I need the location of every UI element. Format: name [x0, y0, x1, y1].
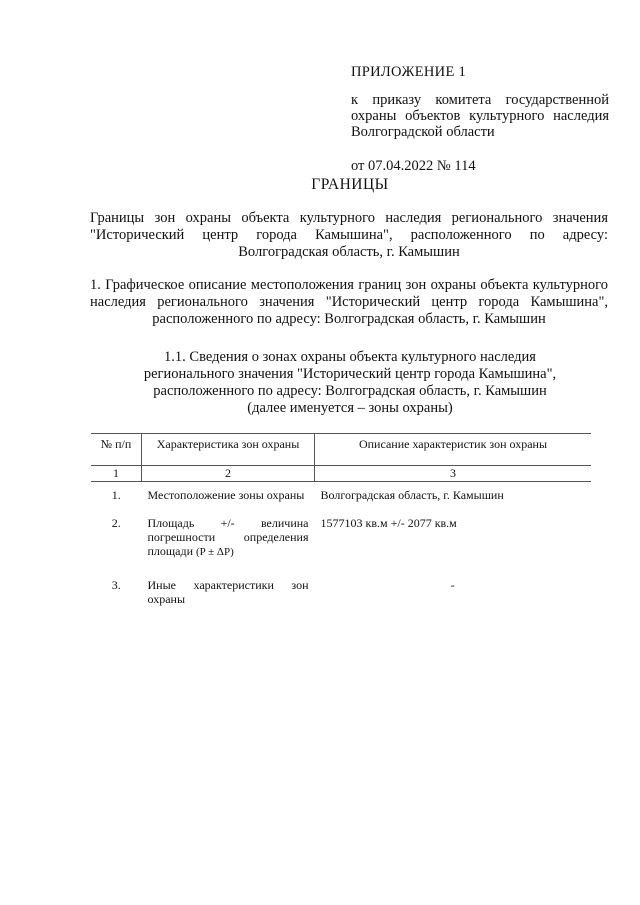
- section-1-title: 1. Графическое описание местоположения границ зон охраны объекта культурного наследия регионального значения "Исторический центр города Камышина", расположенного по адресу: Волгоградская область, г. Камышин: [90, 277, 608, 327]
- appendix-date: от 07.04.2022 № 114: [351, 158, 476, 174]
- column-number: 1: [91, 466, 142, 482]
- section-1-1-line: расположенного по адресу: Волгоградская область, г. Камышин: [153, 383, 547, 399]
- header-num: № п/п: [91, 434, 142, 466]
- table-header-row: [91, 434, 591, 466]
- column-numbers-row: [91, 466, 591, 482]
- appendix-block: [351, 64, 609, 174]
- header-description: Описание характеристик зон охраны: [315, 434, 592, 466]
- row-characteristic: Местоположение зоны охраны: [147, 488, 305, 502]
- column-number: 3: [315, 466, 592, 482]
- appendix-order-reference: к приказу комитета государственной охраны объектов культурного наследия Волгоградской области: [351, 92, 609, 140]
- row-value: 1577103 кв.м +/- 2077 кв.м: [320, 516, 457, 530]
- appendix-title: ПРИЛОЖЕНИЕ 1: [351, 64, 467, 80]
- row-value: -: [450, 578, 455, 592]
- header-characteristic: Характеристика зон охраны: [142, 434, 315, 466]
- section-1-1-title: [120, 349, 580, 417]
- area-formula: (P ± ΔP): [196, 546, 234, 558]
- row-characteristic: Площадь +/- величина погрешности определения площади: [147, 516, 309, 558]
- table-row: [91, 510, 591, 572]
- row-num: 1.: [111, 488, 121, 502]
- column-number: 2: [142, 466, 315, 482]
- table-row: [91, 572, 591, 618]
- row-characteristic-cell: [142, 510, 315, 572]
- section-1-1-line: регионального значения "Исторический центр города Камышина",: [143, 366, 557, 382]
- section-1-1-line: (далее именуется – зоны охраны): [247, 400, 453, 416]
- section-1-1-line: 1.1. Сведения о зонах охраны объекта культурного наследия: [164, 349, 536, 365]
- document-heading: ГРАНИЦЫ: [311, 176, 389, 193]
- table-row: [91, 482, 591, 511]
- zones-table: [91, 433, 591, 618]
- row-num: 2.: [111, 516, 121, 530]
- row-num: 3.: [111, 578, 121, 592]
- document-subtitle: Границы зон охраны объекта культурного наследия регионального значения "Исторический центр города Камышина", расположенного по адресу: Волгоградская область, г. Камышин: [90, 210, 608, 260]
- row-value: Волгоградская область, г. Камышин: [320, 488, 504, 502]
- row-characteristic: Иные характеристики зон охраны: [147, 578, 309, 606]
